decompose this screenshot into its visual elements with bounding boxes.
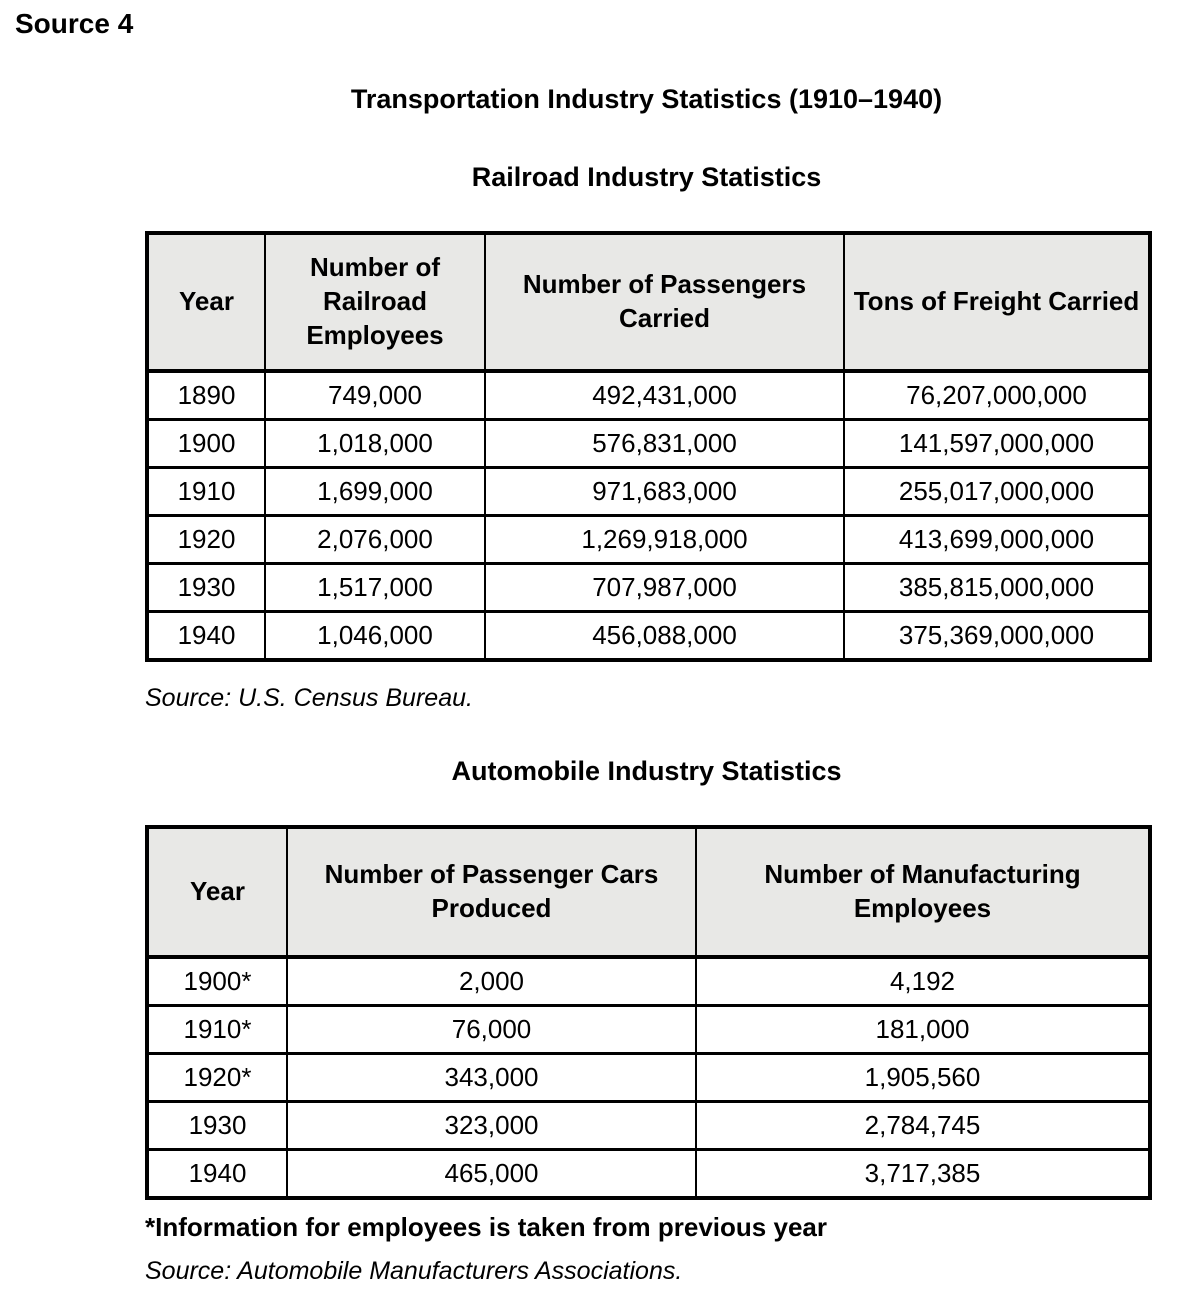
- table-cell-freight: 385,815,000,000: [844, 564, 1150, 612]
- table-cell-employees: 2,784,745: [696, 1102, 1150, 1150]
- table-cell-year: 1920: [147, 516, 265, 564]
- automobile-table-title: Automobile Industry Statistics: [451, 756, 842, 786]
- column-header-cars-produced: Number of Passenger Cars Produced: [287, 827, 696, 957]
- table-cell-year: 1940: [147, 1150, 287, 1199]
- table-cell-year: 1940: [147, 612, 265, 661]
- automobile-table-header: [147, 827, 1150, 957]
- railroad-table-body: [147, 371, 1150, 660]
- table-row: [147, 1006, 1150, 1054]
- table-row: [147, 1054, 1150, 1102]
- table-cell-employees: 1,517,000: [265, 564, 485, 612]
- table-cell-passengers: 971,683,000: [485, 468, 844, 516]
- table-cell-freight: 141,597,000,000: [844, 420, 1150, 468]
- table-cell-freight: 375,369,000,000: [844, 612, 1150, 661]
- table-cell-cars: 465,000: [287, 1150, 696, 1199]
- content-area: [145, 0, 1148, 1286]
- column-header-passengers-carried: Number of Passengers Carried: [485, 233, 844, 371]
- table-cell-cars: 76,000: [287, 1006, 696, 1054]
- railroad-source-note: Source: U.S. Census Bureau.: [145, 684, 473, 712]
- table-cell-employees: 1,018,000: [265, 420, 485, 468]
- automobile-table: [145, 825, 1152, 1200]
- table-cell-freight: 413,699,000,000: [844, 516, 1150, 564]
- automobile-table-body: [147, 957, 1150, 1198]
- table-row: [147, 957, 1150, 1006]
- table-cell-year: 1930: [147, 564, 265, 612]
- column-header-year: Year: [147, 827, 287, 957]
- table-cell-employees: 1,046,000: [265, 612, 485, 661]
- table-cell-employees: 1,905,560: [696, 1054, 1150, 1102]
- table-cell-cars: 2,000: [287, 957, 696, 1006]
- railroad-table-header: [147, 233, 1150, 371]
- table-cell-year: 1890: [147, 371, 265, 420]
- table-cell-passengers: 576,831,000: [485, 420, 844, 468]
- table-row: [147, 468, 1150, 516]
- railroad-table-title: Railroad Industry Statistics: [471, 162, 822, 192]
- table-cell-freight: 76,207,000,000: [844, 371, 1150, 420]
- table-cell-freight: 255,017,000,000: [844, 468, 1150, 516]
- table-cell-passengers: 1,269,918,000: [485, 516, 844, 564]
- table-row: [147, 516, 1150, 564]
- table-cell-passengers: 456,088,000: [485, 612, 844, 661]
- column-header-year: Year: [147, 233, 265, 371]
- table-cell-employees: 181,000: [696, 1006, 1150, 1054]
- table-row: [147, 420, 1150, 468]
- column-header-manufacturing-employees: Number of Manufacturing Employees: [696, 827, 1150, 957]
- table-row: [147, 612, 1150, 661]
- source-label: Source 4: [15, 8, 134, 39]
- column-header-railroad-employees: Number of Railroad Employees: [265, 233, 485, 371]
- automobile-source-note: Source: Automobile Manufacturers Associations.: [145, 1257, 683, 1285]
- employees-footnote: *Information for employees is taken from previous year: [145, 1212, 827, 1242]
- table-header-row: [147, 827, 1150, 957]
- column-header-freight-carried: Tons of Freight Carried: [844, 233, 1150, 371]
- table-cell-employees: 4,192: [696, 957, 1150, 1006]
- table-row: [147, 371, 1150, 420]
- table-cell-year: 1930: [147, 1102, 287, 1150]
- table-row: [147, 564, 1150, 612]
- table-row: [147, 1102, 1150, 1150]
- table-cell-year: 1910: [147, 468, 265, 516]
- railroad-table: [145, 231, 1152, 662]
- table-row: [147, 1150, 1150, 1199]
- table-cell-cars: 343,000: [287, 1054, 696, 1102]
- table-cell-employees: 1,699,000: [265, 468, 485, 516]
- table-cell-year: 1900: [147, 420, 265, 468]
- table-cell-employees: 3,717,385: [696, 1150, 1150, 1199]
- table-cell-year: 1910*: [147, 1006, 287, 1054]
- table-header-row: [147, 233, 1150, 371]
- table-cell-passengers: 492,431,000: [485, 371, 844, 420]
- page-title: Transportation Industry Statistics (1910–1940): [350, 84, 943, 114]
- table-cell-employees: 749,000: [265, 371, 485, 420]
- table-cell-year: 1900*: [147, 957, 287, 1006]
- table-cell-year: 1920*: [147, 1054, 287, 1102]
- table-cell-cars: 323,000: [287, 1102, 696, 1150]
- table-cell-employees: 2,076,000: [265, 516, 485, 564]
- table-cell-passengers: 707,987,000: [485, 564, 844, 612]
